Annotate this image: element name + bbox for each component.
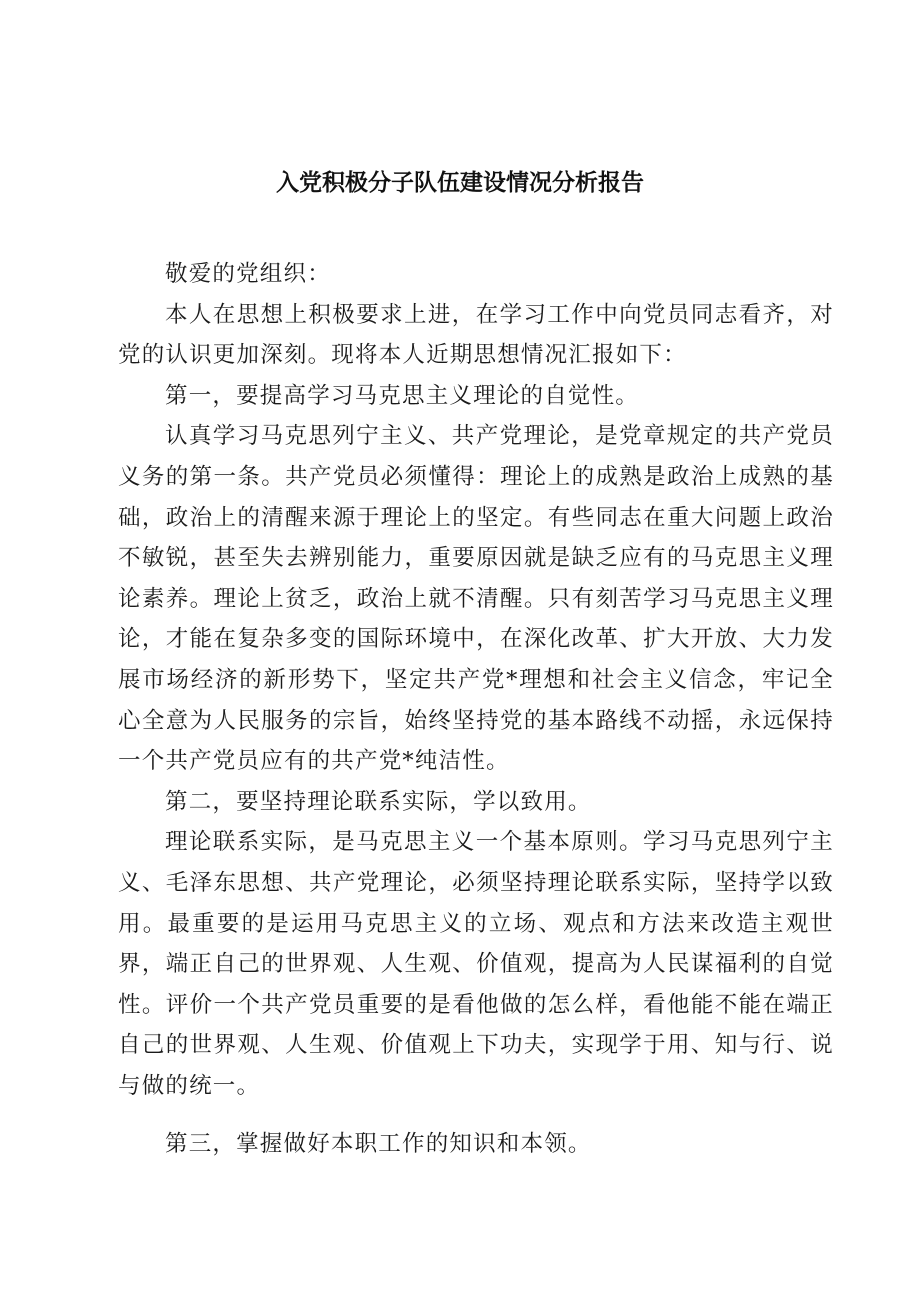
paragraph-point-one: 认真学习马克思列宁主义、共产党理论，是党章规定的共产党员义务的第一条。共产党员必须懂得：理论上的成熟是政治上成熟的基础，政治上的清醒来源于理论上的坚定。有些同志在重大问题上政治不敏锐，甚至失去辨别能力，重要原因就是缺乏应有的马克思主义理论素养。理论上贫乏，政治上就不清醒。只有刻苦学习马克思主义理论，才能在复杂多变的国际环境中，在深化改革、扩大开放、大力发展市场经济的新形势下，坚定共产党*理想和社会主义信念，牢记全心全意为人民服务的宗旨，始终坚持党的基本路线不动摇，永远保持一个共产党员应有的共产党*纯洁性。 (118, 423, 834, 775)
paragraph-point-two: 理论联系实际，是马克思主义一个基本原则。学习马克思列宁主义、毛泽东思想、共产党理论，必须坚持理论联系实际，坚持学以致用。最重要的是运用马克思主义的立场、观点和方法来改造主观世界，端正自己的世界观、人生观、价值观，提高为人民谋福利的自觉性。评价一个共产党员重要的是看他做的怎么样，看他能不能在端正自己的世界观、人生观、价值观上下功夫，实现学于用、知与行、说与做的统一。 (118, 829, 834, 1099)
paragraph-spacer (118, 1106, 834, 1124)
paragraph-intro: 本人在思想上积极要求上进，在学习工作中向党员同志看齐，对党的认识更加深刻。现将本人近期思想情况汇报如下： (118, 301, 834, 369)
heading-point-three: 第三，掌握做好本职工作的知识和本领。 (165, 1131, 592, 1158)
heading-point-one: 第一，要提高学习马克思主义理论的自觉性。 (165, 382, 640, 409)
document-body (118, 254, 834, 1165)
salutation: 敬爱的党组织： (165, 261, 331, 287)
heading-point-two: 第二，要坚持理论联系实际，学以致用。 (165, 788, 592, 815)
document-title: 入党积极分子队伍建设情况分析报告 (276, 170, 644, 196)
